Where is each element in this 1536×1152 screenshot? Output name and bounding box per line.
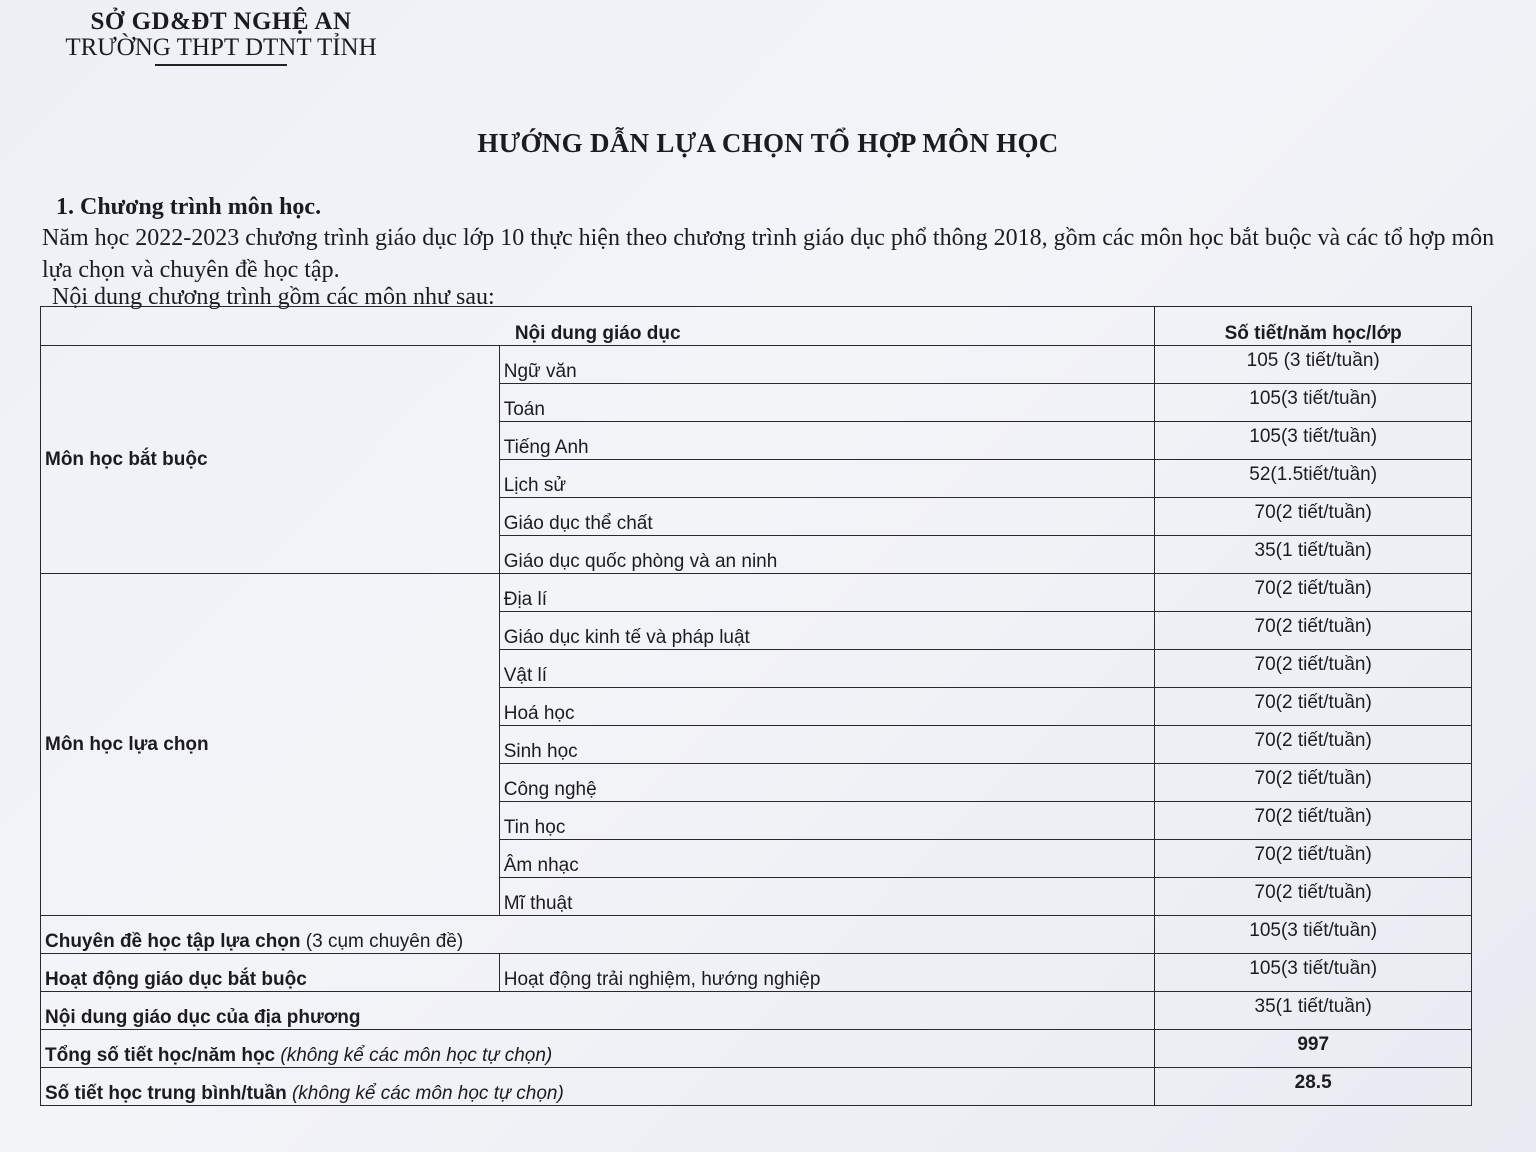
table-row [41, 574, 1472, 612]
subject-name: Hoá học [499, 688, 1155, 726]
topics-note: (3 cụm chuyên đề) [305, 931, 464, 952]
subject-name: Ngữ văn [499, 346, 1155, 384]
activities-periods: 105(3 tiết/tuần) [1155, 954, 1472, 992]
total-label: Tổng số tiết học/năm học [45, 1045, 276, 1066]
subject-periods: 52(1.5tiết/tuần) [1155, 460, 1472, 498]
subject-periods: 70(2 tiết/tuần) [1155, 802, 1472, 840]
average-note: (không kể các môn học tự chọn) [291, 1083, 564, 1104]
table-row [41, 1068, 1472, 1106]
subject-periods: 70(2 tiết/tuần) [1155, 878, 1472, 916]
document-header [56, 8, 386, 66]
subject-name: Địa lí [499, 574, 1155, 612]
total-value: 997 [1155, 1030, 1472, 1068]
average-label: Số tiết học trung bình/tuần [45, 1083, 287, 1104]
subject-name: Âm nhạc [499, 840, 1155, 878]
section-paragraph: Năm học 2022-2023 chương trình giáo dục lớp 10 thực hiện theo chương trình giáo dục phổ thông 2018, gồm các môn học bắt buộc và các tổ hợp môn lựa chọn và chuyên đề học tập. [42, 225, 1495, 283]
table-row [41, 916, 1472, 954]
topics-cell [41, 916, 1155, 954]
subject-periods: 70(2 tiết/tuần) [1155, 688, 1472, 726]
subject-periods: 70(2 tiết/tuần) [1155, 726, 1472, 764]
subject-periods: 35(1 tiết/tuần) [1155, 536, 1472, 574]
subject-periods: 70(2 tiết/tuần) [1155, 650, 1472, 688]
section-heading: 1. Chương trình môn học. [56, 194, 322, 220]
compulsory-group-label: Môn học bắt buộc [41, 346, 500, 574]
document-title: HƯỚNG DẪN LỰA CHỌN TỔ HỢP MÔN HỌC [477, 128, 1059, 158]
subject-name: Tin học [499, 802, 1155, 840]
curriculum-table [40, 306, 1472, 1106]
subject-name: Sinh học [499, 726, 1155, 764]
header-periods: Số tiết/năm học/lớp [1155, 307, 1472, 346]
subject-name: Mĩ thuật [499, 878, 1155, 916]
subject-name: Tiếng Anh [499, 422, 1155, 460]
table-row [41, 992, 1472, 1030]
subject-name: Toán [499, 384, 1155, 422]
local-periods: 35(1 tiết/tuần) [1155, 992, 1472, 1030]
elective-group-label: Môn học lựa chọn [41, 574, 500, 916]
subject-periods: 105 (3 tiết/tuần) [1155, 346, 1472, 384]
subject-periods: 70(2 tiết/tuần) [1155, 498, 1472, 536]
table-row [41, 954, 1472, 992]
department-name: SỞ GD&ĐT NGHỆ AN [90, 8, 352, 35]
subject-name: Lịch sử [499, 460, 1155, 498]
table-header-row [41, 307, 1472, 346]
compulsory-group [41, 346, 1472, 574]
subject-periods: 105(3 tiết/tuần) [1155, 384, 1472, 422]
subject-name: Vật lí [499, 650, 1155, 688]
subject-name: Giáo dục kinh tế và pháp luật [499, 612, 1155, 650]
elective-group [41, 574, 1472, 916]
subject-name: Giáo dục quốc phòng và an ninh [499, 536, 1155, 574]
average-value: 28.5 [1155, 1068, 1472, 1106]
subject-periods: 70(2 tiết/tuần) [1155, 574, 1472, 612]
total-cell [41, 1030, 1155, 1068]
subject-periods: 70(2 tiết/tuần) [1155, 840, 1472, 878]
subject-name: Giáo dục thể chất [499, 498, 1155, 536]
table-row [41, 1030, 1472, 1068]
header-underline [155, 64, 287, 66]
section-intro: Nội dung chương trình gồm các môn như sau: [52, 284, 495, 310]
subject-name: Công nghệ [499, 764, 1155, 802]
local-label: Nội dung giáo dục của địa phương [41, 992, 1155, 1030]
header-content: Nội dung giáo dục [41, 307, 1155, 346]
topics-periods: 105(3 tiết/tuần) [1155, 916, 1472, 954]
topics-label: Chuyên đề học tập lựa chọn [45, 931, 301, 952]
total-note: (không kể các môn học tự chọn) [280, 1045, 553, 1066]
subject-periods: 105(3 tiết/tuần) [1155, 422, 1472, 460]
subject-periods: 70(2 tiết/tuần) [1155, 764, 1472, 802]
average-cell [41, 1068, 1155, 1106]
activities-subject: Hoạt động trải nghiệm, hướng nghiệp [499, 954, 1155, 992]
school-name: TRƯỜNG THPT DTNT TỈNH [65, 34, 377, 61]
activities-label: Hoạt động giáo dục bắt buộc [41, 954, 500, 992]
table-row [41, 346, 1472, 384]
subject-periods: 70(2 tiết/tuần) [1155, 612, 1472, 650]
